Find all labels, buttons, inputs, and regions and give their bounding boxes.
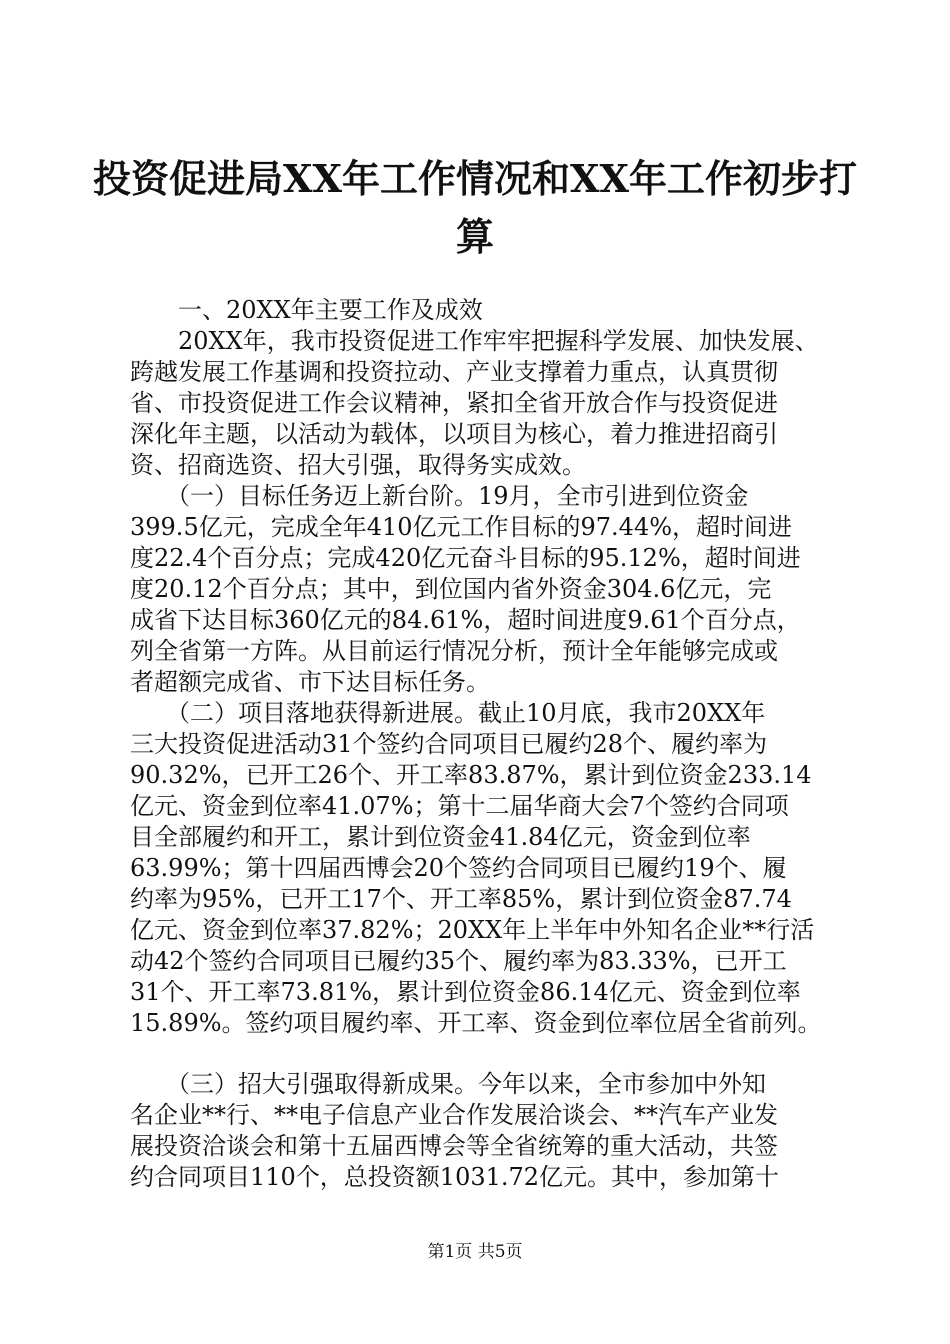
text-line: 约合同项目110个，总投资额1031.72亿元。其中，参加第十 [130,1163,780,1191]
text-line: （二）项目落地获得新进展。截止10月底，我市20XX年 [130,699,766,727]
text-line: 63.99%；第十四届西博会20个签约合同项目已履约19个、履 [130,854,787,882]
text-line: 目全部履约和开工，累计到位资金41.84亿元，资金到位率 [130,823,751,851]
text-line: 深化年主题，以活动为载体，以项目为核心，着力推进招商引 [130,420,778,448]
text-line: 一、20XX年主要工作及成效 [130,296,483,324]
text-line: 亿元、资金到位率41.07%；第十二届华商大会7个签约合同项 [130,792,789,820]
text-line: 列全省第一方阵。从目前运行情况分析，预计全年能够完成或 [130,637,778,665]
title-line-2: 算 [455,214,494,259]
page-number: 第1页 共5页 [427,1242,523,1262]
text-line: （一）目标任务迈上新台阶。19月，全市引进到位资金 [130,482,749,510]
title-line-1: 投资促进局XX年工作情况和XX年工作初步打 [93,156,857,201]
text-line: 动42个签约合同项目已履约35个、履约率为83.33%，已开工 [130,947,787,975]
body-text [130,295,850,1193]
text-line: 成省下达目标360亿元的84.61%，超时间进度9.61个百分点， [130,606,801,634]
document-title [60,150,890,266]
text-line: 展投资洽谈会和第十五届西博会等全省统筹的重大活动，共签 [130,1132,778,1160]
text-line: 90.32%，已开工26个、开工率83.87%，累计到位资金233.14 [130,761,812,789]
page-footer [0,1240,950,1264]
text-line: 三大投资促进活动31个签约合同项目已履约28个、履约率为 [130,730,768,758]
paragraph-gap [130,1039,850,1069]
text-line: （三）招大引强取得新成果。今年以来，全市参加中外知 [130,1070,766,1098]
text-line: 者超额完成省、市下达目标任务。 [130,668,490,696]
text-line: 20XX年，我市投资促进工作牢牢把握科学发展、加快发展、 [130,327,819,355]
text-line: 名企业**行、**电子信息产业合作发展洽谈会、**汽车产业发 [130,1101,778,1129]
text-line: 省、市投资促进工作会议精神，紧扣全省开放合作与投资促进 [130,389,778,417]
text-line: 跨越发展工作基调和投资拉动、产业支撑着力重点，认真贯彻 [130,358,778,386]
text-line: 亿元、资金到位率37.82%；20XX年上半年中外知名企业**行活 [130,916,815,944]
text-line: 度20.12个百分点；其中，到位国内省外资金304.6亿元，完 [130,575,772,603]
text-line: 约率为95%，已开工17个、开工率85%，累计到位资金87.74 [130,885,792,913]
text-line: 资、招商选资、招大引强，取得务实成效。 [130,451,586,479]
text-line: 度22.4个百分点；完成420亿元奋斗目标的95.12%，超时间进 [130,544,801,572]
text-line: 15.89%。签约项目履约率、开工率、资金到位率位居全省前列。 [130,1009,822,1037]
text-line: 399.5亿元，完成全年410亿元工作目标的97.44%，超时间进 [130,513,793,541]
text-line: 31个、开工率73.81%，累计到位资金86.14亿元、资金到位率 [130,978,801,1006]
